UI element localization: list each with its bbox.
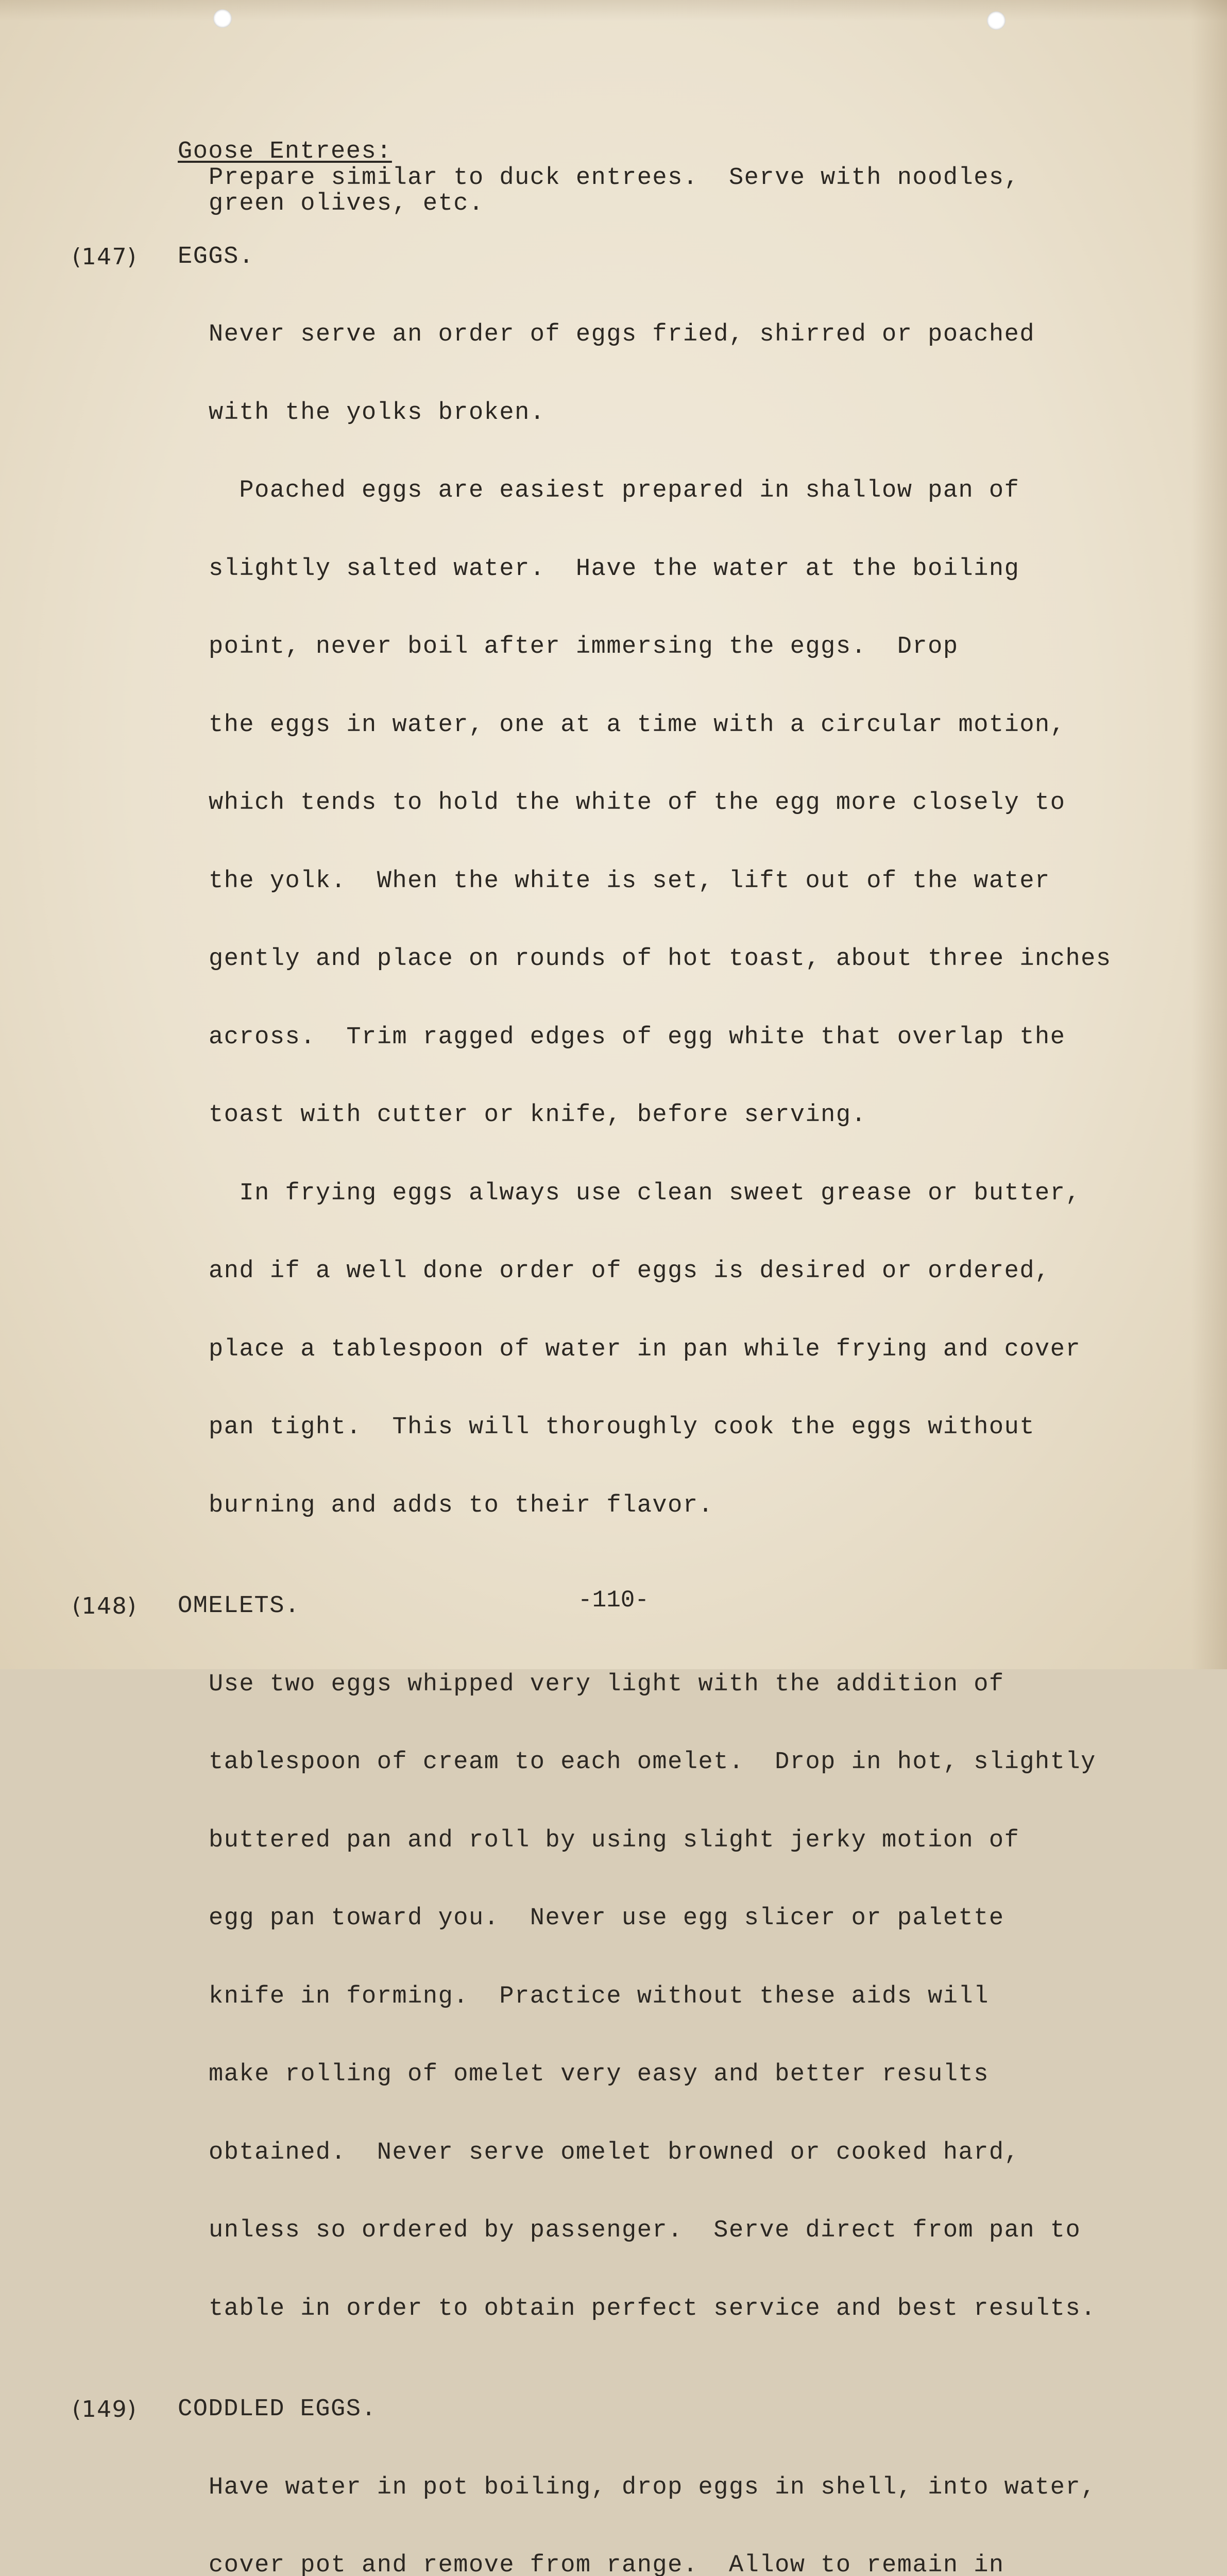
page-number: -110- (0, 1587, 1227, 1614)
body-line: and if a well done order of eggs is desired or ordered, (209, 1259, 1144, 1285)
body-line: unless so ordered by passenger. Serve direct from pan to (209, 2218, 1144, 2244)
body-line: Have water in pot boiling, drop eggs in shell, into water, (209, 2475, 1144, 2501)
body-line: Poached eggs are easiest prepared in shallow pan of (209, 478, 1144, 504)
intro-title: Goose Entrees: (178, 139, 1144, 165)
body-line: knife in forming. Practice without these aids will (209, 1984, 1144, 2010)
body-line: place a tablespoon of water in pan while frying and cover (209, 1337, 1144, 1363)
section-147 (72, 244, 1144, 1571)
body-line: across. Trim ragged edges of egg white that overlap the (209, 1025, 1144, 1051)
body-line: with the yolks broken. (209, 400, 1144, 427)
section-heading: OMELETS. (72, 1594, 1144, 1620)
section-body (72, 2423, 1144, 2576)
body-line: In frying eggs always use clean sweet grease or butter, (209, 1181, 1144, 1207)
body-line: egg pan toward you. Never use egg slicer or palette (209, 1906, 1144, 1932)
section-body (72, 1620, 1144, 2375)
body-line: slightly salted water. Have the water at the boiling (209, 556, 1144, 583)
body-line: cover pot and remove from range. Allow to remain in (209, 2553, 1144, 2576)
intro-goose-entrees (72, 139, 1144, 217)
section-body (72, 270, 1144, 1571)
body-line: tablespoon of cream to each omelet. Drop in hot, slightly (209, 1750, 1144, 1776)
body-line: buttered pan and roll by using slight jerky motion of (209, 1828, 1144, 1854)
body-line: pan tight. This will thoroughly cook the eggs without (209, 1415, 1144, 1441)
recipe-text (72, 139, 1144, 2576)
body-line: which tends to hold the white of the egg more closely to (209, 790, 1144, 817)
body-line: toast with cutter or knife, before serving. (209, 1103, 1144, 1129)
body-line: the yolk. When the white is set, lift out of the water (209, 869, 1144, 895)
section-148 (72, 1594, 1144, 2374)
section-149 (72, 2397, 1144, 2576)
body-line: Never serve an order of eggs fried, shirred or poached (209, 322, 1144, 348)
body-line: Use two eggs whipped very light with the addition of (209, 1672, 1144, 1698)
body-line: table in order to obtain perfect service and best results. (209, 2296, 1144, 2323)
paper-top-shadow (0, 0, 1227, 21)
section-heading: CODDLED EGGS. (72, 2397, 1144, 2423)
body-line: gently and place on rounds of hot toast, about three inches (209, 946, 1144, 973)
punch-hole-right-icon (987, 11, 1006, 30)
section-number: (147) (72, 244, 137, 270)
body-line: make rolling of omelet very easy and better results (209, 2062, 1144, 2088)
body-line: point, never boil after immersing the eggs. Drop (209, 634, 1144, 660)
paper-right-shadow (1191, 0, 1227, 1669)
punch-hole-left-icon (213, 9, 232, 28)
section-number: (149) (72, 2397, 137, 2423)
intro-line: Prepare similar to duck entrees. Serve with noodles, (209, 165, 1144, 192)
section-heading: EGGS. (72, 244, 1144, 270)
body-line: the eggs in water, one at a time with a circular motion, (209, 713, 1144, 739)
section-number: (148) (72, 1594, 137, 1620)
body-line: burning and adds to their flavor. (209, 1493, 1144, 1519)
body-line: obtained. Never serve omelet browned or cooked hard, (209, 2140, 1144, 2166)
intro-body (178, 165, 1144, 217)
intro-line: green olives, etc. (209, 191, 1144, 217)
